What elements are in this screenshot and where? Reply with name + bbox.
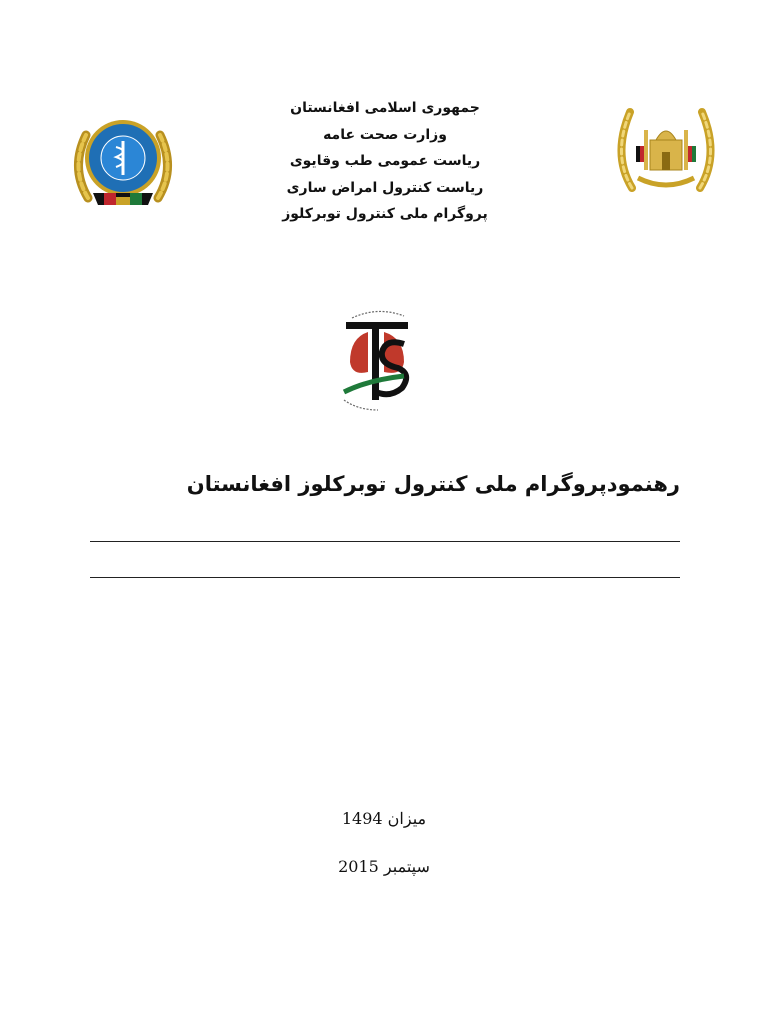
- gregorian-date: سپتمبر 2015: [338, 857, 430, 876]
- header-line-ministry: وزارت صحت عامه: [323, 126, 447, 143]
- divider-line-top: [90, 541, 680, 542]
- divider-line-bottom: [90, 577, 680, 578]
- ministry-seal-icon: [68, 113, 178, 213]
- document-title: رهنمودپروگرام ملی کنترول توبرکلوز افغانستان: [186, 472, 680, 496]
- header-line-tb-program: پروگرام ملی کنترول توبرکلوز: [282, 206, 488, 222]
- header-line-republic: جمهوری اسلامی افغانستان: [290, 100, 480, 116]
- ntp-logo-icon: [338, 300, 418, 412]
- state-emblem-icon: [612, 100, 720, 200]
- header-line-preventive-medicine: ریاست عمومی طب وقایوی: [289, 153, 481, 169]
- solar-date: میزان 1494: [341, 809, 427, 828]
- header-block: [240, 95, 530, 228]
- header-line-communicable-disease: ریاست کنترول امراض ساری: [286, 179, 484, 196]
